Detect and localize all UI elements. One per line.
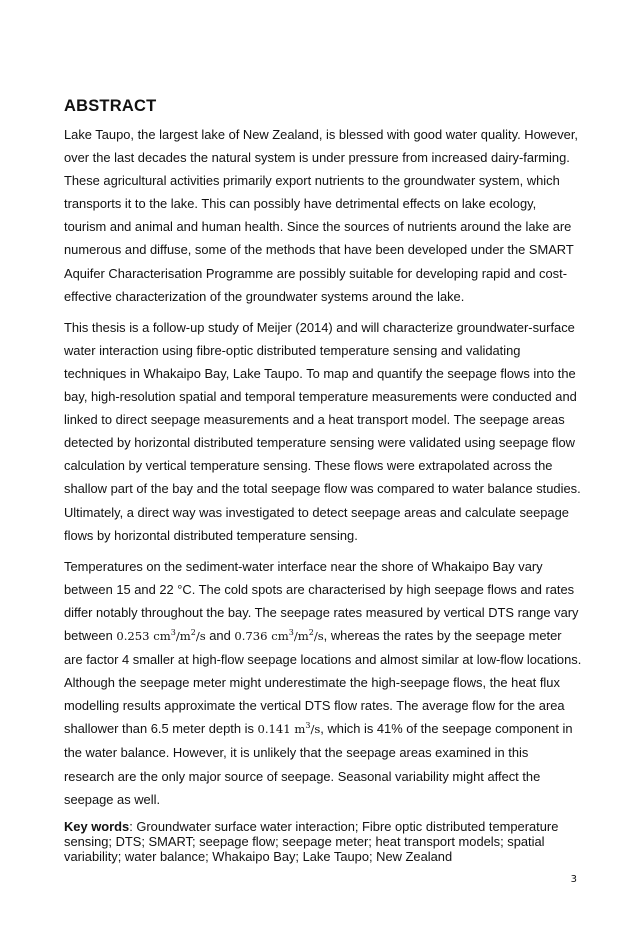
keywords-label: Key words: [64, 818, 130, 834]
abstract-paragraph-2: This thesis is a follow-up study of Meijer (2014) and will characterize groundwater-surface water interaction using fibre-optic distributed temperature sensing and validating techniques in Whakaipo Bay, Lake Taupo. To map and quantify the seepage flows into the bay, high-resolution spatial and temporal temperature measurements were conducted and linked to direct seepage measurements and a heat transport model. The seepage areas detected by horizontal distributed temperature sensing were validated using seepage flow calculation by vertical temperature sensing. These flows were extrapolated across the shallow part of the bay and the total seepage flow was compared to water balance studies. Ultimately, a direct way was investigated to detect seepage areas and calculate seepage flows by horizontal distributed temperature sensing.: [64, 319, 581, 543]
seepage-rate-min-per-area: /m: [175, 628, 191, 643]
keywords: [64, 819, 582, 865]
average-flow-exponent: 3: [305, 721, 311, 731]
page-number: 3: [570, 874, 577, 885]
seepage-rate-min: [116, 629, 205, 643]
seepage-rate-min-area-exponent: 2: [190, 627, 196, 637]
seepage-rate-min-exponent: 3: [170, 627, 176, 637]
seepage-rate-max-exponent: 3: [288, 627, 294, 637]
seepage-rate-max-value: 0.736 cm: [234, 628, 289, 643]
abstract-heading: ABSTRACT: [64, 97, 157, 115]
abstract-paragraph-3: [64, 555, 582, 811]
paragraph-3-text-3: , whereas the rates by the seepage meter are factor 4 smaller at high-flow seepage locations and almost similar at low-flow locations. Although the seepage meter might underestimate the high-seepage flows, the heat flux modelling results approximate the vertical DTS flow rates. The average flow for the area shallower than 6.5 meter depth is: [64, 627, 582, 737]
seepage-rate-max-area-exponent: 2: [308, 627, 314, 637]
seepage-rate-max: [234, 629, 323, 643]
seepage-rate-min-value: 0.253 cm: [116, 628, 171, 643]
keywords-text: : Groundwater surface water interaction; Fibre optic distributed temperature sensing; DTS; SMART; seepage flow; seepage meter; heat transport models; spatial variability; water balance; Whakaipo Bay; Lake Taupo; New Zealand: [64, 818, 559, 865]
average-flow-value: 0.141 m: [257, 722, 306, 737]
average-flow-per-time: /s: [310, 722, 321, 737]
seepage-rate-max-per-time: /s: [313, 628, 324, 643]
paragraph-3-text-1: Temperatures on the sediment-water interface near the shore of Whakaipo Bay vary between 15 and 22 °C. The cold spots are characterised by high seepage flows and rates differ notably throughout the bay. The seepage rates measured by vertical DTS range vary between: [64, 558, 579, 643]
abstract-paragraph-1: Lake Taupo, the largest lake of New Zealand, is blessed with good water quality. However, over the last decades the natural system is under pressure from increased dairy-farming. These agricultural activities primarily export nutrients to the groundwater system, which transports it to the lake. This can possibly have detrimental effects on lake ecology, tourism and animal and human health. Since the sources of nutrients around the lake are numerous and diffuse, some of the methods that have been developed under the SMART Aquifer Characterisation Programme are possibly suitable for developing rapid and cost-effective characterization of the groundwater systems around the lake.: [64, 127, 579, 304]
seepage-rate-min-per-time: /s: [195, 628, 206, 643]
abstract-body: [64, 123, 582, 865]
seepage-rate-max-per-area: /m: [293, 628, 309, 643]
paragraph-3-text-4: , which is 41% of the seepage component in the water balance. However, it is unlikely that the seepage areas examined in this research are the only major source of seepage. Seasonal variability might affect the seepage as well.: [64, 721, 573, 807]
average-flow: [257, 722, 320, 736]
paragraph-3-text-2: and: [205, 627, 235, 643]
